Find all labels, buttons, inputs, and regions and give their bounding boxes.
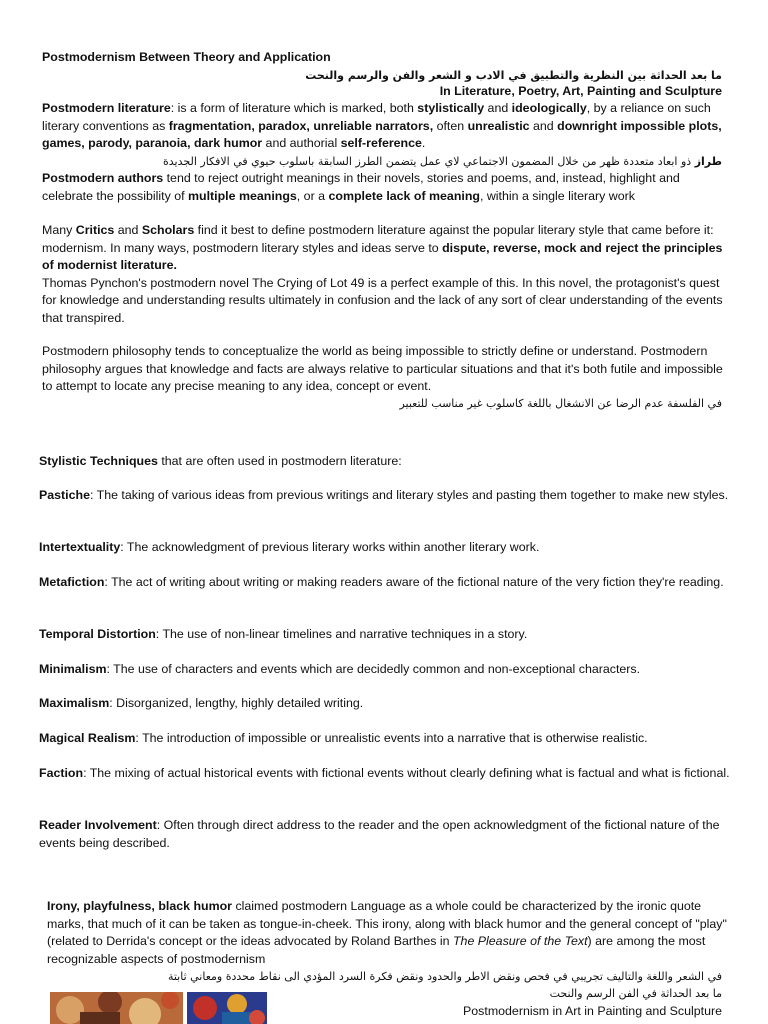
techniques-heading: Stylistic Techniques that are often used in postmodern literature: xyxy=(39,454,402,468)
painting-image xyxy=(187,992,267,1024)
paragraph-critics-scholars: Many Critics and Scholars find it best to define postmodern literature against the popular literary style that came before it: modernism. In many ways, postmodern literary styles and ideas serve to dispute, reverse, mock and reject the principles of modernist literature. Thomas Pynchon's postmodern novel The Crying of Lot 49 is a perfect example of this. In this novel, the protagonist's quest for knowledge and understanding results ultimately in confusion and the lack of any sort of clear understanding of the events that transpired. xyxy=(42,223,723,325)
technique-reader-involvement: Reader Involvement: Often through direct address to the reader and the open acknowledgment of the fictional nature of the events being described. xyxy=(39,818,720,850)
document-title: Postmodernism Between Theory and Application xyxy=(42,50,331,64)
technique-maximalism: Maximalism: Disorganized, lengthy, highly detailed writing. xyxy=(39,696,364,710)
artwork-thumbnail-right xyxy=(187,992,267,1024)
technique-metafiction: Metafiction: The act of writing about writing or making readers aware of the fictional nature of the very fiction they're reading. xyxy=(39,575,724,589)
technique-temporal-distortion: Temporal Distortion: The use of non-linear timelines and narrative techniques in a story. xyxy=(39,627,528,641)
painting-image xyxy=(50,992,183,1024)
technique-intertextuality: Intertextuality: The acknowledgment of previous literary works within another literary work. xyxy=(39,540,540,554)
arabic-title: ما بعد الحداثة بين النظرية والتطبيق في الادب و الشعر والفن والرسم والنحت xyxy=(305,69,722,82)
technique-pastiche: Pastiche: The taking of various ideas from previous writings and literary styles and pasting them together to make new styles. xyxy=(39,488,729,502)
arabic-style-note: طراز ذو ابعاد متعددة ظهر من خلال المضمون الاجتماعي لاي عمل يتضمن الطرز السابقة باسلوب حيوي في الافكار الجديدة xyxy=(163,155,722,168)
artwork-thumbnail-left xyxy=(50,992,183,1024)
technique-minimalism: Minimalism: The use of characters and events which are decidedly common and non-exceptional characters. xyxy=(39,662,641,676)
paragraph-postmodern-authors: Postmodern authors tend to reject outright meanings in their novels, stories and poems, and, instead, highlight and celebrate the possibility of multiple meanings, or a complete lack of meaning, within a single literary work xyxy=(42,171,680,203)
arabic-art-note: ما بعد الحداثة في الفن الرسم والنحت xyxy=(549,987,722,1000)
paragraph-postmodern-philosophy: Postmodern philosophy tends to conceptualize the world as being impossible to strictly define or understand. Postmodern philosophy argues that knowledge and facts are always relative to particular situations and that it's both futile and impossible to attempt to locate any precise meaning to any idea, concept or event. xyxy=(42,344,723,393)
technique-faction: Faction: The mixing of actual historical events with fictional events without clearly defining what is factual and what is fictional. xyxy=(39,766,730,780)
paragraph-irony: Irony, playfulness, black humor claimed postmodern Language as a whole could be characterized by the ironic quote marks, that much of it can be taken as tongue-in-cheek. This irony, along with black humor and the general concept of "play" (related to Derrida's concept or the ideas advocated by Roland Barthes in The Pleasure of the Text) are among the most recognizable aspects of postmodernism xyxy=(47,899,727,966)
technique-magical-realism: Magical Realism: The introduction of impossible or unrealistic events into a narrative that is otherwise realistic. xyxy=(39,731,648,745)
art-section-heading: Postmodernism in Art in Painting and Sculpture xyxy=(463,1004,722,1018)
paragraph-postmodern-literature: Postmodern literature: is a form of literature which is marked, both stylistically and ideologically, by a reliance on such literary conventions as fragmentation, paradox, unreliable narrators, often unrealistic and downright impossible plots, games, parody, paranoia, dark humor and authorial self-reference. xyxy=(42,101,722,150)
arabic-philosophy-note: في الفلسفة عدم الرضا عن الانشغال باللغة كاسلوب غير مناسب للتعبير xyxy=(399,397,722,410)
arabic-poetry-note: في الشعر واللغة والتاليف تجريبي في فحص ونقض الاطر والحدود ونقض فكرة السرد المؤدي الى نقاط محددة ومعاني ثابتة xyxy=(167,970,722,983)
document-subtitle: In Literature, Poetry, Art, Painting and Sculpture xyxy=(439,84,722,98)
